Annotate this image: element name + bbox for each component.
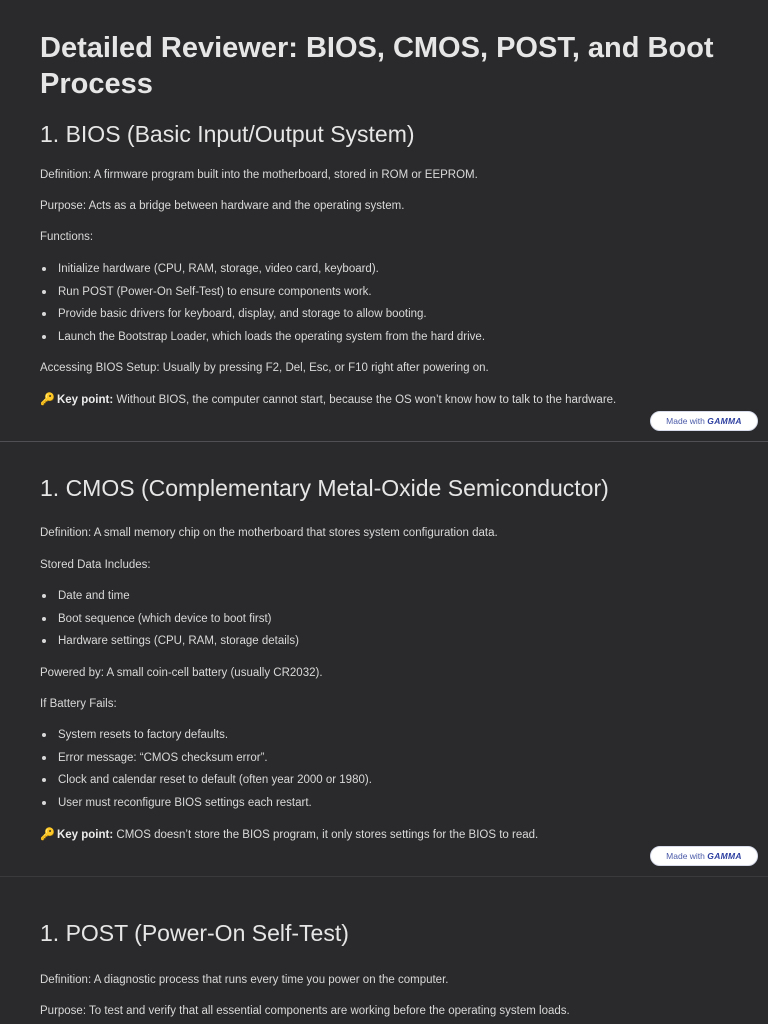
bios-functions-list [40, 261, 485, 351]
bullet-dot-icon [42, 335, 46, 339]
list-item: Hardware settings (CPU, RAM, storage details) [40, 633, 299, 656]
cmos-definition: Definition: A small memory chip on the motherboard that stores system configuration data. [40, 527, 498, 539]
key-icon: 🔑 [40, 827, 55, 841]
post-card [0, 878, 768, 1024]
bullet-dot-icon [42, 267, 46, 271]
bullet-dot-icon [42, 778, 46, 782]
cmos-fails-label: If Battery Fails: [40, 698, 117, 710]
made-with-gamma-badge[interactable]: Made with GAMMA [650, 411, 758, 431]
bullet-dot-icon [42, 639, 46, 643]
key-point-text: Without BIOS, the computer cannot start, because the OS won’t know how to talk to the hardware. [113, 394, 617, 406]
key-icon: 🔑 [40, 392, 55, 406]
section-divider [0, 441, 768, 442]
post-heading: 1. POST (Power-On Self-Test) [40, 920, 349, 946]
cmos-stored-list [40, 588, 299, 656]
made-with-gamma-badge[interactable]: Made with GAMMA [650, 846, 758, 866]
bios-card [0, 0, 768, 440]
post-definition: Definition: A diagnostic process that runs every time you power on the computer. [40, 974, 449, 986]
bios-key-point [40, 391, 616, 408]
bios-purpose: Purpose: Acts as a bridge between hardware and the operating system. [40, 200, 405, 212]
post-purpose: Purpose: To test and verify that all essential components are working before the operating system loads. [40, 1005, 570, 1017]
page-title: Detailed Reviewer: BIOS, CMOS, POST, and Boot Process [40, 32, 714, 100]
cmos-heading: 1. CMOS (Complementary Metal-Oxide Semiconductor) [40, 475, 609, 501]
bullet-dot-icon [42, 617, 46, 621]
bullet-dot-icon [42, 290, 46, 294]
list-item: User must reconfigure BIOS settings each restart. [40, 795, 372, 818]
list-item: Clock and calendar reset to default (often year 2000 or 1980). [40, 772, 372, 795]
list-item: Provide basic drivers for keyboard, display, and storage to allow booting. [40, 306, 485, 329]
gamma-logo: GAMMA [707, 416, 742, 426]
bullet-dot-icon [42, 733, 46, 737]
cmos-powered-by: Powered by: A small coin-cell battery (usually CR2032). [40, 667, 323, 679]
bullet-dot-icon [42, 801, 46, 805]
list-item: System resets to factory defaults. [40, 727, 372, 750]
bullet-dot-icon [42, 756, 46, 760]
bullet-dot-icon [42, 594, 46, 598]
section-divider [0, 876, 768, 877]
cmos-card [0, 443, 768, 875]
list-item: Launch the Bootstrap Loader, which loads the operating system from the hard drive. [40, 329, 485, 352]
bios-functions-label: Functions: [40, 231, 94, 243]
list-item: Boot sequence (which device to boot first) [40, 611, 299, 634]
bios-definition: Definition: A firmware program built into the motherboard, stored in ROM or EEPROM. [40, 169, 478, 181]
bullet-dot-icon [42, 312, 46, 316]
key-point-label: Key point: [56, 829, 114, 841]
cmos-stored-label: Stored Data Includes: [40, 559, 151, 571]
key-point-label: Key point: [56, 394, 114, 406]
bios-access: Accessing BIOS Setup: Usually by pressing F2, Del, Esc, or F10 right after powering on. [40, 362, 489, 374]
gamma-logo: GAMMA [707, 851, 742, 861]
cmos-key-point [40, 826, 538, 843]
cmos-fails-list [40, 727, 372, 817]
key-point-text: CMOS doesn’t store the BIOS program, it only stores settings for the BIOS to read. [113, 829, 539, 841]
list-item: Date and time [40, 588, 299, 611]
list-item: Initialize hardware (CPU, RAM, storage, video card, keyboard). [40, 261, 485, 284]
list-item: Run POST (Power-On Self-Test) to ensure components work. [40, 284, 485, 307]
list-item: Error message: “CMOS checksum error”. [40, 750, 372, 773]
bios-heading: 1. BIOS (Basic Input/Output System) [40, 121, 415, 147]
